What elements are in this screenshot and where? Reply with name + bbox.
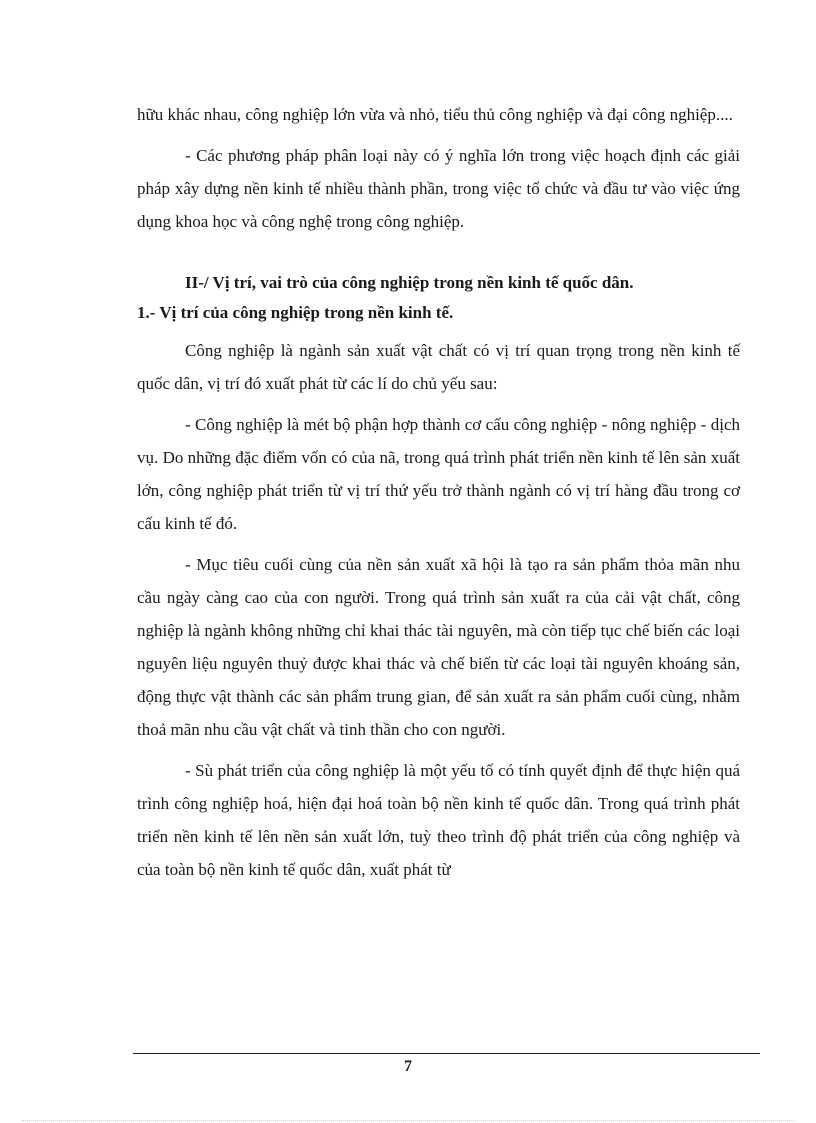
page-bottom-edge <box>22 1120 794 1121</box>
section-heading: II-/ Vị trí, vai trò của công nghiệp trong nền kinh tế quốc dân. <box>185 273 634 292</box>
paragraph-continuation: hữu khác nhau, công nghiệp lớn vừa và nhỏ, tiểu thủ công nghiệp và đại công nghiệp.... <box>137 105 733 124</box>
section-spacer <box>137 246 740 268</box>
subsection-heading: 1.- Vị trí của công nghiệp trong nền kinh tế. <box>137 303 454 322</box>
paragraph-classification-significance: - Các phương pháp phân loại này có ý nghĩa lớn trong việc hoạch định các giải pháp xây dựng nền kinh tế nhiều thành phần, trong việc tổ chức và đầu tư vào việc ứng dụng khoa học và công nghệ trong công nghiệp. <box>137 146 740 231</box>
paragraph-production-goal: - Mục tiêu cuối cùng của nền sản xuất xã hội là tạo ra sản phẩm thỏa mãn nhu cầu ngày càng cao của con người. Trong quá trình sản xuất ra của cải vật chất, công nghiệp là ngành không những chỉ khai thác tài nguyên, mà còn tiếp tục chế biến các loại nguyên liệu nguyên thuỷ được khai thác và chế biến từ các loại tài nguyên khoáng sản, động thực vật thành các sản phẩm trung gian, để sản xuất ra sản phẩm cuối cùng, nhằm thoả mãn nhu cầu vật chất và tinh thần cho con người. <box>137 555 740 739</box>
footer-divider <box>133 1053 760 1054</box>
paragraph-industry-position: Công nghiệp là ngành sản xuất vật chất có vị trí quan trọng trong nền kinh tế quốc dân, vị trí đó xuất phát từ các lí do chủ yếu sau: <box>137 341 740 393</box>
page-number: 7 <box>404 1058 412 1075</box>
paragraph-economic-structure: - Công nghiệp là mét bộ phận hợp thành cơ cấu công nghiệp - nông nghiệp - dịch vụ. Do những đặc điểm vốn có của nã, trong quá trình phát triển nền kinh tế lên sản xuất lớn, công nghiệp phát triển từ vị trí thứ yếu trở thành ngành có vị trí hàng đầu trong cơ cấu kinh tế đó. <box>137 415 740 533</box>
paragraph-industrialization: - Sù phát triển của công nghiệp là một yếu tố có tính quyết định để thực hiện quá trình công nghiệp hoá, hiện đại hoá toàn bộ nền kinh tế quốc dân. Trong quá trình phát triển nền kinh tế lên nền sản xuất lớn, tuỳ theo trình độ phát triển của công nghiệp và của toàn bộ nền kinh tế quốc dân, xuất phát từ <box>137 761 740 879</box>
page-content <box>137 98 740 894</box>
